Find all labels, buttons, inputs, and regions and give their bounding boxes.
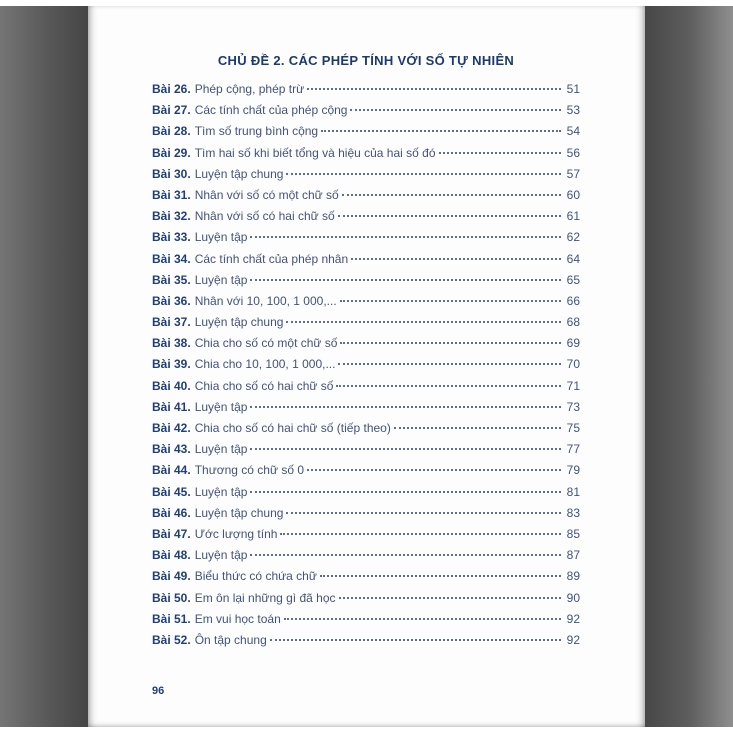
toc-entry-label: Bài 42.	[152, 421, 191, 435]
dot-leader	[284, 618, 561, 620]
toc-entry-label: Bài 31.	[152, 187, 191, 202]
toc-entry-page: 60	[566, 187, 580, 202]
toc-entry	[152, 273, 580, 294]
toc-entry	[152, 252, 580, 273]
toc-entry-page: 54	[566, 124, 580, 139]
toc-entry-label: Bài 52.	[152, 632, 191, 647]
dot-leader	[307, 469, 561, 471]
toc-entry	[152, 421, 580, 442]
toc-entry-page: 53	[566, 103, 580, 118]
toc-entry-title: Luyện tập chung	[194, 505, 284, 520]
toc-entry-title: Ôn tập chung	[194, 632, 267, 647]
background-band-right	[645, 6, 733, 727]
toc-entry-label: Bài 32.	[152, 209, 191, 224]
toc-entry-page: 71	[566, 378, 580, 393]
dot-leader	[320, 575, 561, 577]
toc-entry-label: Bài 39.	[152, 357, 191, 372]
toc-entry-page: 89	[566, 569, 580, 584]
dot-leader	[250, 491, 561, 493]
toc-entry-page: 92	[566, 611, 580, 626]
toc-entry-label: Bài 51.	[152, 611, 191, 626]
toc-entry-label: Bài 36.	[152, 293, 191, 308]
toc-entry	[152, 633, 580, 654]
toc-entry	[152, 167, 580, 188]
toc-entry-label: Bài 37.	[152, 315, 191, 330]
dot-leader	[336, 385, 561, 387]
toc-entry-page: 70	[566, 357, 580, 372]
dot-leader	[250, 236, 561, 238]
toc-entry-label: Bài 49.	[152, 569, 191, 584]
toc-entry-title: Chia cho 10, 100, 1 000,...	[194, 357, 336, 372]
toc-entry	[152, 400, 580, 421]
toc-entry	[152, 463, 580, 484]
toc-entry-page: 83	[566, 505, 580, 520]
toc-entry-title: Em ôn lại những gì đã học	[194, 590, 336, 605]
toc-entry-page: 81	[566, 484, 580, 499]
toc-entry-title: Luyện tập	[194, 548, 248, 563]
toc-entry-page: 85	[566, 526, 580, 541]
toc-entry-label: Bài 38.	[152, 336, 191, 351]
dot-leader	[339, 597, 562, 599]
toc-entry-label: Bài 30.	[152, 166, 191, 181]
dot-leader	[250, 554, 561, 556]
toc-entry-title: Các tính chất của phép cộng	[194, 103, 348, 118]
toc-entry-label: Bài 41.	[152, 399, 191, 414]
toc-entry	[152, 612, 580, 633]
toc-entry	[152, 209, 580, 230]
dot-leader	[286, 173, 561, 175]
toc-entry	[152, 294, 580, 315]
toc-entry-title: Ước lượng tính	[194, 526, 278, 541]
toc-entry-title: Luyện tập chung	[194, 315, 284, 330]
toc-entry-title: Chia cho số có một chữ số	[194, 336, 338, 351]
toc-entry-label: Bài 47.	[152, 526, 191, 541]
dot-leader	[439, 152, 561, 154]
dot-leader	[338, 215, 561, 217]
dot-leader	[250, 279, 561, 281]
toc-entry-title: Tìm hai số khi biết tổng và hiệu của hai số đó	[194, 145, 436, 160]
toc-entry-label: Bài 34.	[152, 251, 191, 266]
toc-entry-title: Nhân với 10, 100, 1 000,...	[194, 293, 337, 308]
toc-entry-label: Bài 28.	[152, 124, 191, 139]
toc-entry-title: Luyện tập	[194, 272, 248, 287]
toc-entry-label: Bài 29.	[152, 145, 191, 160]
toc-entry-label: Bài 43.	[152, 442, 191, 457]
dot-leader	[340, 342, 561, 344]
toc-entry-page: 68	[566, 315, 580, 330]
dot-leader	[286, 321, 561, 323]
toc-entry-page: 92	[566, 632, 580, 647]
toc-entry-title: Luyện tập chung	[194, 166, 284, 181]
toc-entry	[152, 146, 580, 167]
dot-leader	[321, 130, 561, 132]
dot-leader	[394, 427, 561, 429]
toc-entry-label: Bài 26.	[152, 82, 191, 96]
toc-entry	[152, 569, 580, 590]
toc-entry	[152, 103, 580, 124]
toc-entry-page: 75	[566, 421, 580, 435]
toc-entry-title: Nhân với số có một chữ số	[194, 187, 339, 202]
toc-entry-page: 62	[566, 230, 580, 245]
toc-entry-title: Tìm số trung bình cộng	[194, 124, 319, 139]
toc-entry-title: Em vui học toán	[194, 611, 281, 626]
toc-entry-page: 61	[566, 209, 580, 224]
dot-leader	[307, 88, 561, 90]
toc-entry-page: 73	[566, 399, 580, 414]
toc-entry	[152, 485, 580, 506]
dot-leader	[250, 406, 561, 408]
dot-leader	[351, 258, 561, 260]
background-band-left	[0, 6, 88, 727]
toc-entry	[152, 591, 580, 612]
toc-entry-title: Các tính chất của phép nhân	[194, 251, 349, 266]
toc-entry-title: Luyện tập	[194, 399, 248, 414]
toc-entry-title: Luyện tập	[194, 484, 248, 499]
toc-entry-label: Bài 33.	[152, 230, 191, 245]
book-page	[88, 6, 645, 727]
toc-entry-page: 87	[566, 548, 580, 563]
toc-entry-label: Bài 27.	[152, 103, 191, 118]
toc-entry	[152, 548, 580, 569]
toc-entry-title: Thương có chữ số 0	[194, 463, 305, 478]
dot-leader	[342, 194, 561, 196]
toc-entry-label: Bài 35.	[152, 272, 191, 287]
toc-entry-title: Chia cho số có hai chữ số	[194, 378, 334, 393]
toc-entry	[152, 230, 580, 251]
toc-entry-title: Luyện tập	[194, 442, 248, 457]
toc-entry-page: 79	[566, 463, 580, 478]
toc-entry-page: 57	[566, 166, 580, 181]
toc-entry-page: 66	[566, 293, 580, 308]
toc-entry-title: Luyện tập	[194, 230, 248, 245]
toc-entry	[152, 188, 580, 209]
toc-entry-page: 64	[566, 251, 580, 266]
toc-entry-label: Bài 48.	[152, 548, 191, 563]
dot-leader	[286, 512, 561, 514]
toc-entry	[152, 442, 580, 463]
dot-leader	[280, 533, 561, 535]
dot-leader	[338, 363, 561, 365]
toc-entry-page: 69	[566, 336, 580, 351]
toc-entry	[152, 336, 580, 357]
toc-entry	[152, 379, 580, 400]
dot-leader	[340, 300, 561, 302]
toc-entry	[152, 527, 580, 548]
toc-entry-page: 77	[566, 442, 580, 457]
toc-entry	[152, 82, 580, 103]
toc-entry	[152, 124, 580, 145]
toc-entry-page: 90	[566, 590, 580, 605]
dot-leader	[270, 639, 561, 641]
dot-leader	[250, 448, 561, 450]
toc-list	[152, 82, 580, 654]
page-number: 96	[152, 685, 165, 697]
toc-entry-page: 65	[566, 272, 580, 287]
toc-entry	[152, 506, 580, 527]
toc-entry-title: Nhân với số có hai chữ số	[194, 209, 335, 224]
toc-entry-label: Bài 50.	[152, 590, 191, 605]
toc-entry-page: 51	[566, 82, 580, 96]
toc-entry-title: Chia cho số có hai chữ số (tiếp theo)	[194, 421, 391, 435]
toc-entry-title: Phép cộng, phép trừ	[194, 82, 305, 96]
dot-leader	[350, 109, 561, 111]
toc-entry-label: Bài 45.	[152, 484, 191, 499]
toc-entry-label: Bài 44.	[152, 463, 191, 478]
chapter-title: CHỦ ĐỀ 2. CÁC PHÉP TÍNH VỚI SỐ TỰ NHIÊN	[217, 53, 515, 68]
toc-entry-label: Bài 40.	[152, 378, 191, 393]
toc-entry	[152, 357, 580, 378]
toc-entry-label: Bài 46.	[152, 505, 191, 520]
toc-entry	[152, 315, 580, 336]
toc-entry-page: 56	[566, 145, 580, 160]
toc-entry-title: Biểu thức có chứa chữ	[194, 569, 317, 584]
